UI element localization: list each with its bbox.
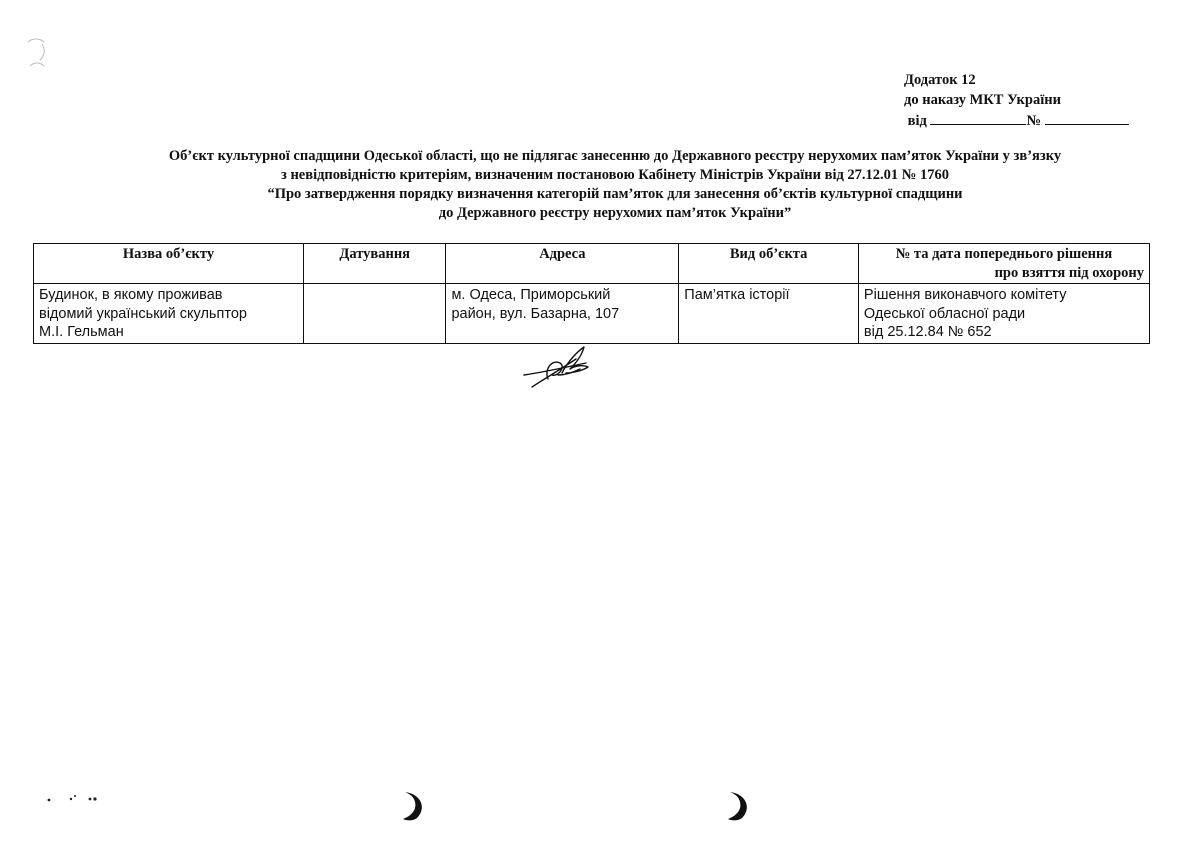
cell-decision-line: від 25.12.84 № 652 bbox=[863, 324, 992, 340]
punch-hole-mark-right bbox=[724, 790, 754, 822]
header-decision bbox=[858, 244, 1149, 284]
heading-line-1: Об’єкт культурної спадщини Одеської області, що не підлягає занесенню до Державного реєстру нерухомих пам’яток України у зв’язку bbox=[168, 148, 1062, 164]
cell-address bbox=[446, 284, 679, 344]
heritage-table bbox=[33, 243, 1150, 344]
signature-mark bbox=[518, 345, 598, 391]
header-address: Адреса bbox=[446, 244, 679, 284]
punch-hole-mark-left bbox=[399, 790, 429, 822]
document-heading bbox=[40, 147, 1190, 223]
annex-date-label: від bbox=[907, 113, 927, 129]
cell-address-line: м. Одеса, Приморський bbox=[451, 287, 611, 303]
annex-number-label: № bbox=[1026, 113, 1042, 129]
annex-block bbox=[904, 70, 1129, 131]
scan-artifact-dots bbox=[46, 793, 106, 805]
header-object-kind: Вид об’єкта bbox=[679, 244, 859, 284]
header-dating: Датування bbox=[303, 244, 446, 284]
cell-object-name bbox=[34, 284, 304, 344]
annex-number-blank bbox=[1045, 110, 1129, 125]
annex-date-blank bbox=[930, 110, 1026, 125]
annex-date-number-line bbox=[904, 110, 1129, 131]
header-decision-line-2: про взяття під охорону bbox=[994, 265, 1144, 281]
table-header-row bbox=[34, 244, 1150, 284]
scan-artifact-top-left bbox=[24, 36, 50, 76]
cell-address-line: район, вул. Базарна, 107 bbox=[451, 305, 620, 322]
heading-line-2: з невідповідністю критеріям, визначеним постановою Кабінету Міністрів України від 27.12.01 № 1760 bbox=[281, 167, 949, 183]
cell-object-name-line: Будинок, в якому проживав bbox=[39, 287, 223, 303]
cell-object-name-line: М.І. Гельман bbox=[39, 324, 124, 340]
cell-decision-line: Одеської обласної ради bbox=[863, 305, 1026, 322]
cell-decision-line: Рішення виконавчого комітету bbox=[863, 287, 1067, 303]
cell-decision bbox=[858, 284, 1149, 344]
heading-line-3: “Про затвердження порядку визначення категорій пам’яток для занесення об’єктів культурної спадщини bbox=[267, 186, 963, 202]
cell-dating bbox=[303, 284, 446, 344]
header-object-name: Назва об’єкту bbox=[34, 244, 304, 284]
header-decision-line-1: № та дата попереднього рішення bbox=[895, 246, 1113, 262]
table-row bbox=[34, 284, 1150, 344]
cell-object-kind: Пам’ятка історії bbox=[679, 284, 859, 344]
heading-line-4: до Державного реєстру нерухомих пам’яток України” bbox=[438, 205, 792, 221]
annex-order-ref: до наказу МКТ України bbox=[904, 92, 1061, 108]
cell-object-name-line: відомий український скульптор bbox=[39, 305, 247, 322]
annex-title: Додаток 12 bbox=[904, 72, 976, 88]
